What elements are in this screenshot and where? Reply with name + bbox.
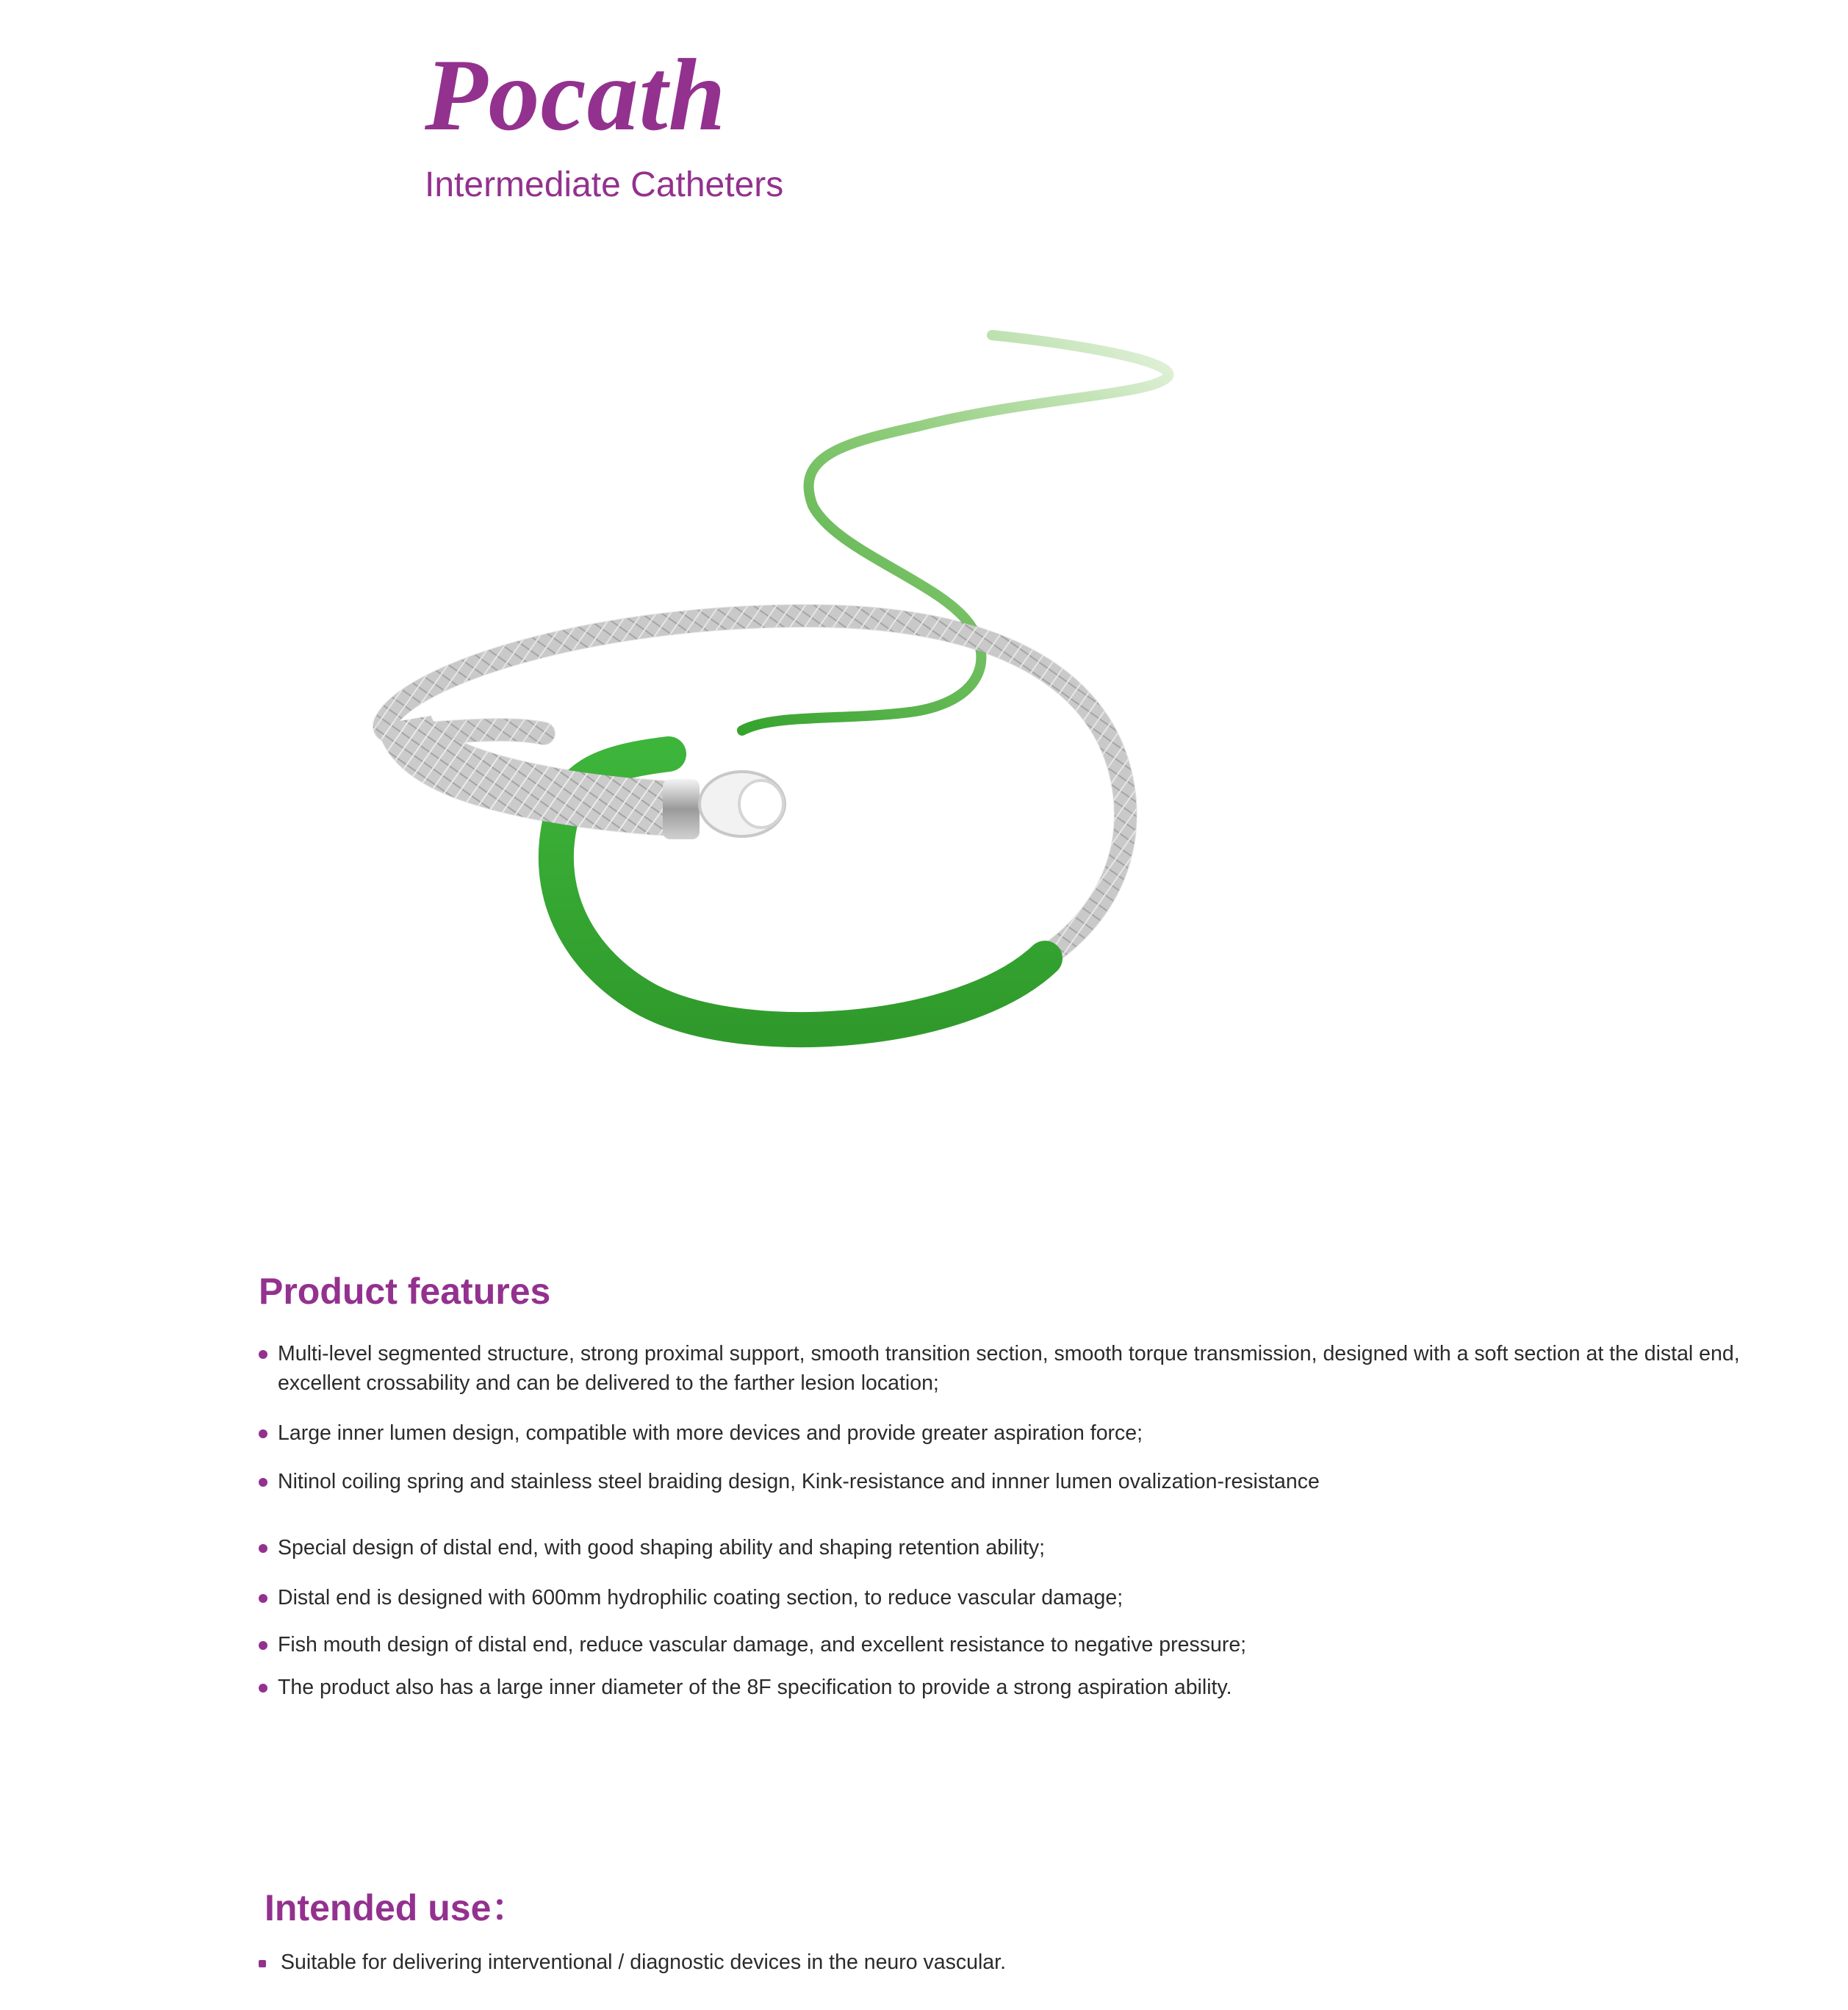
feature-text: Distal end is designed with 600mm hydrophilic coating section, to reduce vascular damage; [278,1586,1123,1609]
intended-use-heading: Intended use： [265,1887,528,1928]
bullet-icon [259,1641,267,1650]
product-image [360,309,1242,1088]
intended-use-item [259,1948,1765,1977]
catheter-illustration-icon [360,309,1242,1088]
feature-item [259,1467,1762,1496]
bullet-icon [259,1350,267,1359]
bullet-icon [259,1960,266,1967]
feature-item [259,1418,1762,1448]
feature-text: Fish mouth design of distal end, reduce vascular damage, and excellent resistance to negative pressure; [278,1633,1247,1657]
feature-text: Multi-level segmented structure, strong proximal support, smooth transition section, smooth torque transmission, designed with a soft section at the distal end, excellent crossability and can be delivered to the farther lesion location; [278,1342,1740,1395]
bullet-icon [259,1544,267,1553]
catheter-tail [742,335,1168,731]
catheter-marker-band [663,779,700,839]
bullet-icon [259,1429,267,1438]
brand-title: Pocath [425,38,727,152]
feature-item [259,1583,1762,1612]
intended-use-text: Suitable for delivering interventional / diagnostic devices in the neuro vascular. [281,1950,1006,1974]
feature-item [259,1339,1762,1398]
bullet-icon [259,1478,267,1487]
bullet-icon [259,1684,267,1693]
feature-item [259,1673,1762,1702]
feature-item [259,1533,1762,1562]
product-features-heading: Product features [259,1271,551,1312]
feature-text: Large inner lumen design, compatible with more devices and provide greater aspiration force; [278,1421,1143,1445]
feature-text: Special design of distal end, with good shaping ability and shaping retention ability; [278,1536,1046,1559]
feature-item [259,1630,1762,1659]
bullet-icon [259,1594,267,1603]
feature-text: Nitinol coiling spring and stainless steel braiding design, Kink-resistance and innner lumen ovalization-resistance [278,1470,1320,1493]
brand-subtitle: Intermediate Catheters [425,165,784,204]
feature-text: The product also has a large inner diameter of the 8F specification to provide a strong aspiration ability. [278,1676,1232,1699]
